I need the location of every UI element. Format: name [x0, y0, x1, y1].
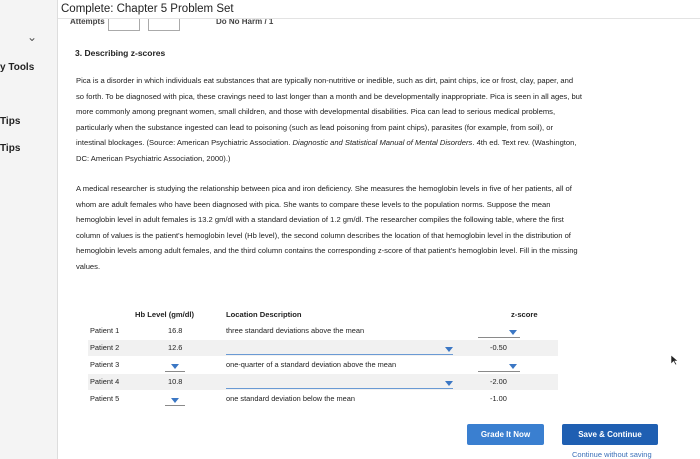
dropdown-arrow-icon[interactable]	[509, 330, 517, 335]
cutoff-box-2	[148, 19, 180, 31]
location-text: one standard deviation below the mean	[226, 394, 356, 403]
dropdown-arrow-icon[interactable]	[171, 364, 179, 369]
intro-line: DC: American Psychiatric Association, 2000).)	[76, 153, 231, 163]
body-line: column of values is the patient's hemoglobin level (Hb level), the second column describes the location of that hemoglobin level in the distribution of	[76, 230, 571, 240]
previous-section-cutoff	[58, 19, 700, 33]
intro-line-source: intestinal blockages. (Source: American Psychiatric Association. Diagnostic and Statistical Manual of Mental Disorders. 4th ed. Text rev. (Washington,	[76, 138, 577, 148]
intro-line: Pica is a disorder in which individuals eat substances that are typically non-nutritive or inedible, such as dirt, paint chips, ice or frost, clay, paper, and	[76, 76, 574, 85]
mouse-cursor-icon	[671, 355, 679, 365]
hb-level-dropdown[interactable]	[165, 405, 185, 406]
sidebar-item-tools[interactable]: y Tools	[0, 62, 35, 73]
sidebar-item-tips[interactable]: Tips	[0, 116, 21, 127]
table-row	[88, 374, 558, 390]
cutoff-right-text: Do No Harm / 1	[216, 19, 274, 26]
patient-label: Patient 2	[90, 343, 120, 352]
header-hb-level: Hb Level (gm/dl)	[135, 310, 195, 319]
header-location: Location Description	[226, 310, 302, 319]
continue-without-saving-link[interactable]: Continue without saving	[572, 450, 652, 459]
header-bar	[58, 0, 700, 19]
cutoff-left-text: Attempts	[70, 19, 105, 26]
page-title: Complete: Chapter 5 Problem Set	[61, 3, 234, 15]
cutoff-box-1	[108, 19, 140, 31]
table-row	[88, 391, 558, 407]
patient-label: Patient 4	[90, 377, 120, 386]
patient-label: Patient 3	[90, 360, 120, 369]
source-title: Diagnostic and Statistical Manual of Mental Disorders	[292, 138, 473, 148]
z-score-dropdown[interactable]	[478, 371, 520, 372]
intro-paragraph	[76, 73, 684, 167]
patient-label: Patient 5	[90, 394, 120, 403]
dropdown-arrow-icon[interactable]	[445, 381, 453, 386]
location-dropdown[interactable]	[226, 354, 453, 355]
location-dropdown[interactable]	[226, 388, 453, 389]
question-content	[58, 33, 700, 459]
intro-line: so forth. To be diagnosed with pica, these cravings need to last longer than a month and be developmentally inappropriate. Pica is seen in all ages, but	[76, 91, 583, 101]
location-text: one-quarter of a standard deviation above the mean	[226, 360, 397, 369]
table-row	[88, 323, 558, 339]
body-line: hemoglobin level in adult females is 13.2 gm/dl with a standard deviation of 1.2 gm/dl. The researcher compiles the following table, where the first	[76, 215, 564, 225]
sidebar-item-tips-2[interactable]: Tips	[0, 143, 21, 154]
patient-label: Patient 1	[90, 326, 120, 335]
hb-value: 12.6	[168, 343, 183, 352]
dropdown-arrow-icon[interactable]	[171, 398, 179, 403]
body-line: whom are adult females who have been diagnosed with pica. She wants to compare these levels to the population norms. Suppose the mean	[76, 199, 551, 209]
left-sidebar	[0, 0, 58, 459]
dropdown-arrow-icon[interactable]	[509, 364, 517, 369]
grade-it-now-button[interactable]: Grade It Now	[467, 424, 544, 445]
hb-value: 16.8	[168, 326, 183, 335]
save-and-continue-button[interactable]: Save & Continue	[562, 424, 658, 445]
body-line: values.	[76, 261, 101, 271]
hb-value: 10.8	[168, 377, 183, 386]
dropdown-arrow-icon[interactable]	[445, 347, 453, 352]
table-row	[88, 340, 558, 356]
location-text: three standard deviations above the mean	[226, 326, 365, 335]
intro-line: particularly when the substance ingested can lead to poisoning (such as lead poisoning from paint chips), parasites (for example, from soil), or	[76, 122, 553, 132]
z-score-dropdown[interactable]	[478, 337, 520, 338]
body-line: hemoglobin levels among adult females, and the third column contains the corresponding z-score of that patient's hemoglobin level. Fill in the missing	[76, 246, 578, 256]
chevron-down-icon[interactable]: ⌄	[27, 30, 38, 44]
hb-level-dropdown[interactable]	[165, 371, 185, 372]
intro-line: more commonly among pregnant women, small children, and those with developmental disabilities. Pica can lead to serious medical problems,	[76, 107, 556, 117]
z-value: -0.50	[490, 343, 507, 352]
z-value: -1.00	[490, 394, 507, 403]
body-paragraph	[76, 181, 684, 275]
table-row	[88, 357, 558, 373]
question-title: 3. Describing z-scores	[75, 48, 166, 58]
z-value: -2.00	[490, 377, 507, 386]
body-line: A medical researcher is studying the relationship between pica and iron deficiency. She measures the hemoglobin levels in five of her patients, all of	[76, 184, 572, 193]
header-z-score: z-score	[511, 310, 538, 319]
